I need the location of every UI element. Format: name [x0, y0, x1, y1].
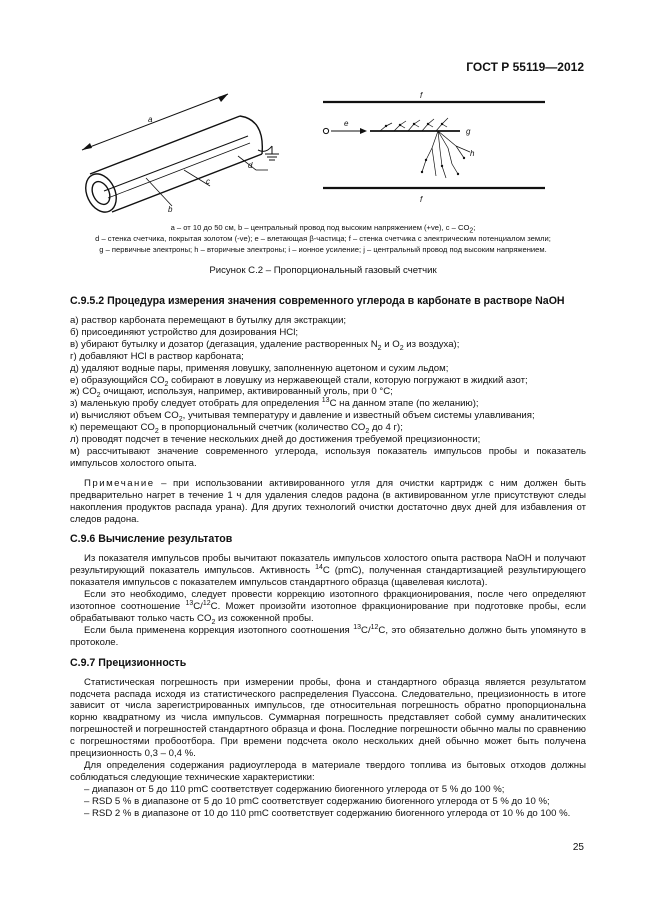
legend-line-3: g – первичные электроны; h – вторичные электроны; i – ионное усиление; j – центральный провод под высоким напряжением.	[99, 245, 547, 254]
list-item: и) вычисляют объем $CO_2$, учитывая температуру и давление и известный объем системы улавливания;	[70, 410, 535, 424]
label-d: d	[248, 161, 253, 170]
label-c: c	[206, 177, 210, 186]
label-f-bottom: f	[420, 195, 423, 204]
procedure-list	[70, 315, 586, 470]
list-item: – RSD 5 % в диапазоне от 5 до 10 pmC соответствует содержанию биогенного углерода от 5 % до 10 %;	[84, 795, 550, 807]
list-item: к) перемещают $CO_2$ в пропорциональный счетчик (количество $CO_2$ до 4 г);	[70, 422, 403, 436]
ionization-schematic	[323, 102, 545, 188]
note-paragraph: Примечание – при использовании активированного угля для очистки картридж с ним должен быть предварительно нагрет в течение 1 ч для удаления следов радона (в активированном угле присутствуют следы накопления продуктов распада урана). Для других технологий очистки достаточно двух дней для избавления от следов радона.	[70, 477, 586, 525]
paragraph: Из показателя импульсов пробы вычитают показатель импульсов холостого опыта раствора NaOH и получают результирующий показатель импульсов. Активность $^{14}$С (pmC), полученная стандартизацией результирующего показателя импульсов с показателем импульсов стандартного образца (щавелевая кислота).	[70, 553, 586, 589]
list-item: з) маленькую пробу следует отобрать для определения $^{13}$С на данном этапе (по желанию);	[70, 397, 479, 410]
label-g: g	[466, 127, 471, 136]
label-e: e	[344, 119, 349, 128]
counter-tube-labels	[148, 115, 253, 214]
list-item: б) присоединяют устройство для дозирования HCl;	[70, 326, 299, 338]
list-item: м) рассчитывают значение современного углерода, используя показатель импульсов пробы и показатель импульсов холостого опыта.	[70, 445, 586, 469]
label-b: b	[168, 205, 173, 214]
document-standard-number: ГОСТ Р 55119—2012	[466, 60, 584, 74]
list-item: е) образующийся $CO_2$ собирают в ловушку из нержавеющей стали, которую погружают в жидкий азот;	[70, 374, 528, 388]
paragraph: Для определения содержания радиоуглерода в материале твердого топлива из бытовых отходов должны соблюдаться следующие технические характеристики:	[70, 760, 586, 783]
paragraph: Если это необходимо, следует провести коррекцию изотопного фракционирования, после чего определяют изотопное соотношение $^{13}$С/$^{12}$С. Может произойти изотопное фракционирование при подготовке пробы, если обрабатывают только часть $CO_2$ из сожженной пробы.	[70, 589, 586, 626]
list-item: в) убирают бутылку и дозатор (дегазация, удаление растворенных $N_2$ и $O_2$ из воздуха);	[70, 338, 460, 352]
proportional-counter-figure	[60, 88, 600, 220]
note-label: Примечание	[84, 477, 155, 489]
page-number: 25	[572, 842, 584, 853]
list-item: – диапазон от 5 до 110 pmC соответствует содержанию биогенного углерода от 5 % до 100 %;	[84, 783, 505, 795]
legend-line-1: a – от 10 до 50 см, b – центральный провод под высоким напряжением (+ve), c – $CO_2$;	[170, 223, 476, 235]
list-item: ж) $CO_2$ очищают, используя, например, активированный уголь, при 0 °С;	[70, 386, 393, 400]
section-c97-title: С.9.7 Прецизионность	[70, 656, 187, 669]
paragraph: Статистическая погрешность при измерении пробы, фона и стандартного образца является результатом подсчета распада исходя из статистического распределения Пуассона. Следовательно, прецизионность в итоге зависит от числа зарегистрированных импульсов, где относительная погрешность обратно пропорциональна корню квадратному из числа импульсов. Суммарная погрешность представляет собой сумму аналитических погрешностей и погрешностей стандартного образца и фона. Последние погрешности обычно малы по сравнению с погрешностями пробоотбора. При времени подсчета около нескольких дней обычно может быть получена прецизионность 0,3 – 0,4 %.	[70, 676, 586, 760]
document-body	[70, 287, 586, 820]
section-c952-title: С.9.5.2 Процедура измерения значения современного углерода в карбонате в растворе NaOH	[70, 295, 565, 307]
list-item: – RSD 2 % в диапазоне от 10 до 110 pmC соответствует содержанию биогенного углерода от 10 % до 100 %.	[84, 807, 571, 819]
label-h: h	[470, 149, 475, 158]
list-item: л) проводят подсчет в течение нескольких дней до достижения требуемой прецизионности;	[70, 434, 481, 446]
paragraph: Если была применена коррекция изотопного соотношения $^{13}$С/$^{12}$С, это обязательно должно быть упомянуто в протоколе.	[70, 623, 586, 648]
label-a: a	[148, 115, 153, 124]
section-c96-title: С.9.6 Вычисление результатов	[70, 533, 233, 546]
figure-caption: Рисунок С.2 – Пропорциональный газовый счетчик	[209, 265, 437, 276]
legend-line-2: d – стенка счетчика, покрытая золотом (-ve); e – влетающая β-частица; f – стенка счетчика с электрическим потенциалом земли;	[95, 234, 551, 243]
counter-tube-drawing	[80, 94, 279, 217]
label-f-top: f	[420, 91, 423, 100]
list-item: г) добавляют HCl в раствор карбоната;	[70, 350, 244, 362]
list-item: д) удаляют водные пары, применяя ловушку, заполненную ацетоном и сухим льдом;	[70, 362, 449, 374]
figure-legend	[30, 222, 616, 255]
list-item: а) раствор карбоната перемещают в бутылку для экстракции;	[70, 315, 347, 326]
